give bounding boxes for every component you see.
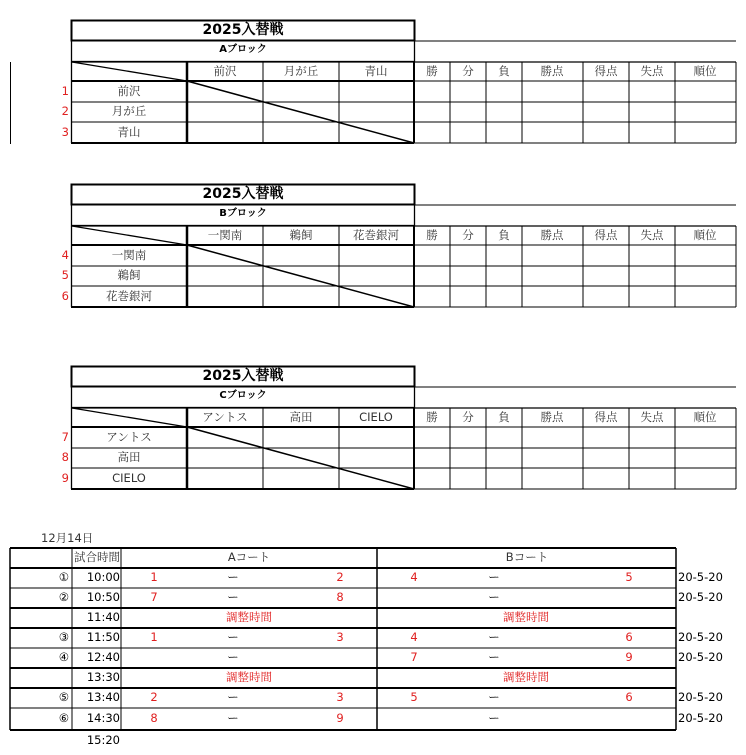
row-team: アントス <box>106 430 152 444</box>
row-team: 青山 <box>117 125 141 139</box>
block-title: 2025入替戦 <box>202 368 284 384</box>
header-goals-for: 得点 <box>594 228 618 242</box>
match-format: 20-5-20 <box>678 711 723 725</box>
row-number: 2 <box>61 104 69 118</box>
row-number: 7 <box>61 430 69 444</box>
header-draws: 分 <box>462 228 474 242</box>
court-b-team-2: 5 <box>625 570 633 584</box>
header-wins: 勝 <box>426 64 438 78</box>
court-a-dash: ー <box>227 590 239 604</box>
court-a-header: Aコート <box>227 550 271 564</box>
column-team-2: 鵜飼 <box>289 228 313 242</box>
column-team-3: 花巻銀河 <box>353 228 399 242</box>
match-format: 20-5-20 <box>678 650 723 664</box>
row-team: 一関南 <box>111 248 147 262</box>
row-team: 鵜飼 <box>117 268 141 282</box>
header-points: 勝点 <box>540 410 564 424</box>
row-number: 6 <box>61 289 69 303</box>
header-goals-against: 失点 <box>640 410 664 424</box>
court-a-team-1: 2 <box>150 690 158 704</box>
match-time: 10:00 <box>86 570 120 584</box>
court-b-team-1: 5 <box>410 690 418 704</box>
match-format: 20-5-20 <box>678 570 723 584</box>
header-losses: 負 <box>498 410 510 424</box>
row-number: 3 <box>61 125 69 139</box>
column-team-1: 前沢 <box>213 64 237 78</box>
court-a-dash: ー <box>227 650 239 664</box>
header-goals-against: 失点 <box>640 228 664 242</box>
court-b-dash: ー <box>488 590 500 604</box>
match-format: 20-5-20 <box>678 590 723 604</box>
header-rank: 順位 <box>693 64 717 78</box>
court-a-team-2: 9 <box>336 711 344 725</box>
court-b-team-2: 6 <box>625 630 633 644</box>
column-team-3: CIELO <box>359 410 393 424</box>
time-header: 試合時間 <box>74 550 120 564</box>
header-rank: 順位 <box>693 410 717 424</box>
block-title: 2025入替戦 <box>202 22 284 38</box>
court-a-dash: ー <box>227 690 239 704</box>
header-losses: 負 <box>498 64 510 78</box>
match-number: ② <box>58 590 69 604</box>
match-number: ⑤ <box>58 690 69 704</box>
row-number: 8 <box>61 450 69 464</box>
row-number: 5 <box>61 268 69 282</box>
court-b-adjust: 調整時間 <box>503 610 549 624</box>
court-a-adjust: 調整時間 <box>226 610 272 624</box>
court-a-team-1: 1 <box>150 630 158 644</box>
row-team: CIELO <box>112 471 146 485</box>
match-number: ④ <box>58 650 69 664</box>
court-a-team-2: 8 <box>336 590 344 604</box>
header-wins: 勝 <box>426 410 438 424</box>
court-b-team-1: 4 <box>410 630 418 644</box>
match-number: ① <box>58 570 69 584</box>
header-points: 勝点 <box>540 228 564 242</box>
court-a-dash: ー <box>227 630 239 644</box>
header-draws: 分 <box>462 64 474 78</box>
block-name: Bブロック <box>219 208 267 219</box>
header-goals-against: 失点 <box>640 64 664 78</box>
court-a-team-1: 7 <box>150 590 158 604</box>
court-a-team-1: 8 <box>150 711 158 725</box>
row-number: 4 <box>61 248 69 262</box>
row-number: 1 <box>61 84 69 98</box>
court-b-dash: ー <box>488 711 500 725</box>
court-b-dash: ー <box>488 630 500 644</box>
column-team-2: 高田 <box>289 410 313 424</box>
match-format: 20-5-20 <box>678 630 723 644</box>
court-b-team-2: 9 <box>625 650 633 664</box>
header-points: 勝点 <box>540 64 564 78</box>
court-b-adjust: 調整時間 <box>503 670 549 684</box>
row-team: 月が丘 <box>111 104 147 118</box>
row-team: 花巻銀河 <box>106 289 152 303</box>
match-time: 13:40 <box>86 690 120 704</box>
column-team-1: アントス <box>202 410 248 424</box>
header-rank: 順位 <box>693 228 717 242</box>
court-b-team-1: 4 <box>410 570 418 584</box>
block-name: Aブロック <box>219 44 267 55</box>
header-goals-for: 得点 <box>594 410 618 424</box>
match-format: 20-5-20 <box>678 690 723 704</box>
court-a-team-1: 1 <box>150 570 158 584</box>
column-team-2: 月が丘 <box>283 64 319 78</box>
court-a-team-2: 3 <box>336 690 344 704</box>
court-b-header: Bコート <box>505 550 549 564</box>
court-a-dash: ー <box>227 570 239 584</box>
column-team-1: 一関南 <box>207 228 243 242</box>
court-b-team-1: 7 <box>410 650 418 664</box>
court-a-dash: ー <box>227 711 239 725</box>
match-number: ③ <box>58 630 69 644</box>
header-losses: 負 <box>498 228 510 242</box>
header-wins: 勝 <box>426 228 438 242</box>
block-name: Cブロック <box>219 390 267 401</box>
match-time: 11:40 <box>86 610 120 624</box>
schedule-date: 12月14日 <box>41 531 94 545</box>
court-b-team-2: 6 <box>625 690 633 704</box>
court-b-dash: ー <box>488 690 500 704</box>
match-number: ⑥ <box>58 711 69 725</box>
end-time: 15:20 <box>86 733 120 747</box>
match-time: 14:30 <box>86 711 120 725</box>
court-b-dash: ー <box>488 570 500 584</box>
match-time: 11:50 <box>86 630 120 644</box>
match-time: 12:40 <box>86 650 120 664</box>
court-a-team-2: 2 <box>336 570 344 584</box>
column-team-3: 青山 <box>364 64 388 78</box>
row-number: 9 <box>61 471 69 485</box>
block-title: 2025入替戦 <box>202 186 284 202</box>
header-goals-for: 得点 <box>594 64 618 78</box>
row-team: 高田 <box>117 450 141 464</box>
match-time: 10:50 <box>86 590 120 604</box>
row-team: 前沢 <box>117 84 141 98</box>
court-a-adjust: 調整時間 <box>226 670 272 684</box>
court-b-dash: ー <box>488 650 500 664</box>
match-time: 13:30 <box>86 670 120 684</box>
court-a-team-2: 3 <box>336 630 344 644</box>
header-draws: 分 <box>462 410 474 424</box>
